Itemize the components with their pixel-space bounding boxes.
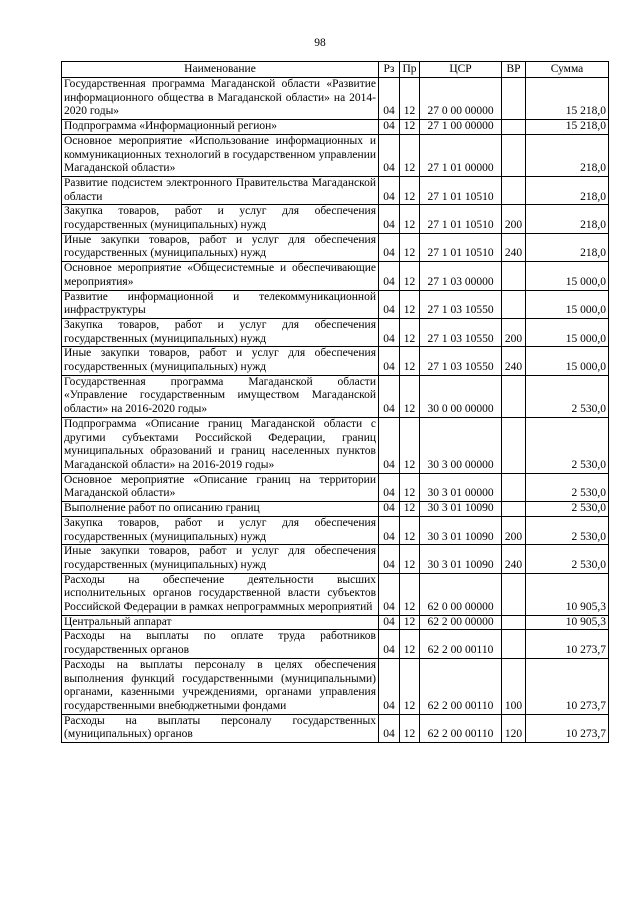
row-name: Расходы на выплаты персоналу в целях обеспечения выполнения функций государственными (муниципальными) органами, казенными учреждениями, органами управления государственными внебюджетными фондами <box>62 658 379 714</box>
row-rz: 04 <box>379 473 400 501</box>
row-csr: 62 2 00 00110 <box>420 630 502 658</box>
header-vr: ВР <box>502 62 526 78</box>
row-vr: 200 <box>502 205 526 233</box>
row-sum: 10 273,7 <box>526 630 609 658</box>
row-name: Основное мероприятие «Общесистемные и обеспечивающие мероприятия» <box>62 262 379 290</box>
table-row <box>62 290 609 318</box>
row-csr: 62 2 00 00110 <box>420 658 502 714</box>
table-row <box>62 473 609 501</box>
row-sum: 2 530,0 <box>526 502 609 517</box>
row-sum: 2 530,0 <box>526 473 609 501</box>
row-vr <box>502 78 526 120</box>
row-pr: 12 <box>400 417 420 473</box>
row-csr: 27 1 01 10510 <box>420 176 502 204</box>
budget-table <box>61 61 609 743</box>
row-sum: 15 218,0 <box>526 120 609 135</box>
row-sum: 15 000,0 <box>526 290 609 318</box>
row-rz: 04 <box>379 233 400 261</box>
row-sum: 15 000,0 <box>526 318 609 346</box>
row-pr: 12 <box>400 630 420 658</box>
table-row <box>62 347 609 375</box>
row-rz: 04 <box>379 134 400 176</box>
row-csr: 62 2 00 00000 <box>420 615 502 630</box>
row-rz: 04 <box>379 375 400 417</box>
row-name: Развитие подсистем электронного Правительства Магаданской области <box>62 176 379 204</box>
row-vr: 120 <box>502 714 526 742</box>
row-pr: 12 <box>400 290 420 318</box>
row-pr: 12 <box>400 233 420 261</box>
row-vr: 240 <box>502 545 526 573</box>
row-pr: 12 <box>400 78 420 120</box>
table-row <box>62 78 609 120</box>
header-csr: ЦСР <box>420 62 502 78</box>
row-sum: 218,0 <box>526 205 609 233</box>
row-vr <box>502 120 526 135</box>
row-csr: 30 3 00 00000 <box>420 417 502 473</box>
row-name: Закупка товаров, работ и услуг для обеспечения государственных (муниципальных) нужд <box>62 516 379 544</box>
row-rz: 04 <box>379 615 400 630</box>
page-number: 98 <box>314 37 326 49</box>
row-rz: 04 <box>379 176 400 204</box>
row-csr: 27 1 03 10550 <box>420 347 502 375</box>
row-vr <box>502 615 526 630</box>
row-csr: 27 1 00 00000 <box>420 120 502 135</box>
row-sum: 15 000,0 <box>526 347 609 375</box>
table-row <box>62 417 609 473</box>
row-sum: 2 530,0 <box>526 417 609 473</box>
row-csr: 27 1 03 10550 <box>420 290 502 318</box>
row-name: Центральный аппарат <box>62 615 379 630</box>
table-row <box>62 318 609 346</box>
row-vr <box>502 262 526 290</box>
row-csr: 27 1 03 10550 <box>420 318 502 346</box>
table-row <box>62 502 609 517</box>
row-rz: 04 <box>379 262 400 290</box>
row-name: Подпрограмма «Информационный регион» <box>62 120 379 135</box>
row-sum: 2 530,0 <box>526 545 609 573</box>
row-vr: 240 <box>502 233 526 261</box>
row-rz: 04 <box>379 290 400 318</box>
row-csr: 27 1 01 00000 <box>420 134 502 176</box>
row-pr: 12 <box>400 714 420 742</box>
row-pr: 12 <box>400 134 420 176</box>
row-rz: 04 <box>379 658 400 714</box>
header-pr: Пр <box>400 62 420 78</box>
row-name: Основное мероприятие «Описание границ на территории Магаданской области» <box>62 473 379 501</box>
row-vr <box>502 502 526 517</box>
row-pr: 12 <box>400 347 420 375</box>
row-vr <box>502 176 526 204</box>
row-pr: 12 <box>400 205 420 233</box>
row-vr <box>502 290 526 318</box>
row-vr: 240 <box>502 347 526 375</box>
row-sum: 218,0 <box>526 233 609 261</box>
row-vr <box>502 375 526 417</box>
row-csr: 30 3 01 10090 <box>420 516 502 544</box>
table-row <box>62 615 609 630</box>
row-csr: 30 0 00 00000 <box>420 375 502 417</box>
row-rz: 04 <box>379 120 400 135</box>
row-vr <box>502 417 526 473</box>
row-pr: 12 <box>400 502 420 517</box>
row-rz: 04 <box>379 205 400 233</box>
table-row <box>62 134 609 176</box>
row-pr: 12 <box>400 120 420 135</box>
table-row <box>62 658 609 714</box>
row-pr: 12 <box>400 573 420 615</box>
row-name: Иные закупки товаров, работ и услуг для обеспечения государственных (муниципальных) нужд <box>62 347 379 375</box>
row-name: Государственная программа Магаданской области «Управление государственным имуществом Магаданской области» на 2016-2020 годы» <box>62 375 379 417</box>
row-pr: 12 <box>400 176 420 204</box>
row-name: Расходы на выплаты по оплате труда работников государственных органов <box>62 630 379 658</box>
row-vr: 200 <box>502 318 526 346</box>
row-rz: 04 <box>379 347 400 375</box>
row-pr: 12 <box>400 375 420 417</box>
header-sum: Сумма <box>526 62 609 78</box>
row-pr: 12 <box>400 516 420 544</box>
row-csr: 62 2 00 00110 <box>420 714 502 742</box>
row-sum: 10 273,7 <box>526 714 609 742</box>
row-pr: 12 <box>400 615 420 630</box>
row-sum: 2 530,0 <box>526 375 609 417</box>
row-csr: 62 0 00 00000 <box>420 573 502 615</box>
row-rz: 04 <box>379 573 400 615</box>
table-row <box>62 516 609 544</box>
row-sum: 218,0 <box>526 134 609 176</box>
table-row <box>62 205 609 233</box>
row-rz: 04 <box>379 318 400 346</box>
table-row <box>62 573 609 615</box>
row-vr: 100 <box>502 658 526 714</box>
row-name: Расходы на обеспечение деятельности высших исполнительных органов государственной власти субъектов Российской Федерации в рамках непрограммных мероприятий <box>62 573 379 615</box>
header-name: Наименование <box>62 62 379 78</box>
row-csr: 30 3 01 00000 <box>420 473 502 501</box>
row-sum: 15 000,0 <box>526 262 609 290</box>
row-csr: 27 1 01 10510 <box>420 233 502 261</box>
row-name: Развитие информационной и телекоммуникационной инфраструктуры <box>62 290 379 318</box>
header-rz: Рз <box>379 62 400 78</box>
row-pr: 12 <box>400 658 420 714</box>
row-rz: 04 <box>379 516 400 544</box>
table-row <box>62 630 609 658</box>
row-csr: 27 0 00 00000 <box>420 78 502 120</box>
row-rz: 04 <box>379 502 400 517</box>
table-row <box>62 545 609 573</box>
row-rz: 04 <box>379 78 400 120</box>
row-pr: 12 <box>400 318 420 346</box>
table-row <box>62 375 609 417</box>
row-vr <box>502 134 526 176</box>
row-name: Выполнение работ по описанию границ <box>62 502 379 517</box>
row-name: Государственная программа Магаданской области «Развитие информационного общества в Магаданской области» на 2014-2020 годы» <box>62 78 379 120</box>
row-name: Закупка товаров, работ и услуг для обеспечения государственных (муниципальных) нужд <box>62 205 379 233</box>
table-row <box>62 233 609 261</box>
row-vr <box>502 573 526 615</box>
row-rz: 04 <box>379 545 400 573</box>
table-body <box>62 78 609 743</box>
row-rz: 04 <box>379 417 400 473</box>
table-header-row <box>62 62 609 78</box>
row-vr <box>502 630 526 658</box>
row-sum: 10 905,3 <box>526 573 609 615</box>
row-sum: 15 218,0 <box>526 78 609 120</box>
row-pr: 12 <box>400 545 420 573</box>
row-rz: 04 <box>379 714 400 742</box>
table-row <box>62 714 609 742</box>
row-sum: 2 530,0 <box>526 516 609 544</box>
table-row <box>62 120 609 135</box>
row-sum: 218,0 <box>526 176 609 204</box>
table-row <box>62 262 609 290</box>
row-name: Закупка товаров, работ и услуг для обеспечения государственных (муниципальных) нужд <box>62 318 379 346</box>
row-csr: 30 3 01 10090 <box>420 502 502 517</box>
row-pr: 12 <box>400 473 420 501</box>
row-vr: 200 <box>502 516 526 544</box>
table-row <box>62 176 609 204</box>
row-csr: 30 3 01 10090 <box>420 545 502 573</box>
row-name: Иные закупки товаров, работ и услуг для обеспечения государственных (муниципальных) нужд <box>62 545 379 573</box>
row-rz: 04 <box>379 630 400 658</box>
row-vr <box>502 473 526 501</box>
row-name: Подпрограмма «Описание границ Магаданской области с другими субъектами Российской Федерации, границ муниципальных образований и границ населенных пунктов Магаданской области» на 2016-2019 годы» <box>62 417 379 473</box>
row-name: Иные закупки товаров, работ и услуг для обеспечения государственных (муниципальных) нужд <box>62 233 379 261</box>
row-csr: 27 1 01 10510 <box>420 205 502 233</box>
row-name: Расходы на выплаты персоналу государственных (муниципальных) органов <box>62 714 379 742</box>
row-sum: 10 905,3 <box>526 615 609 630</box>
row-name: Основное мероприятие «Использование информационных и коммуникационных технологий в государственном управлении Магаданской области» <box>62 134 379 176</box>
row-sum: 10 273,7 <box>526 658 609 714</box>
row-csr: 27 1 03 00000 <box>420 262 502 290</box>
row-pr: 12 <box>400 262 420 290</box>
